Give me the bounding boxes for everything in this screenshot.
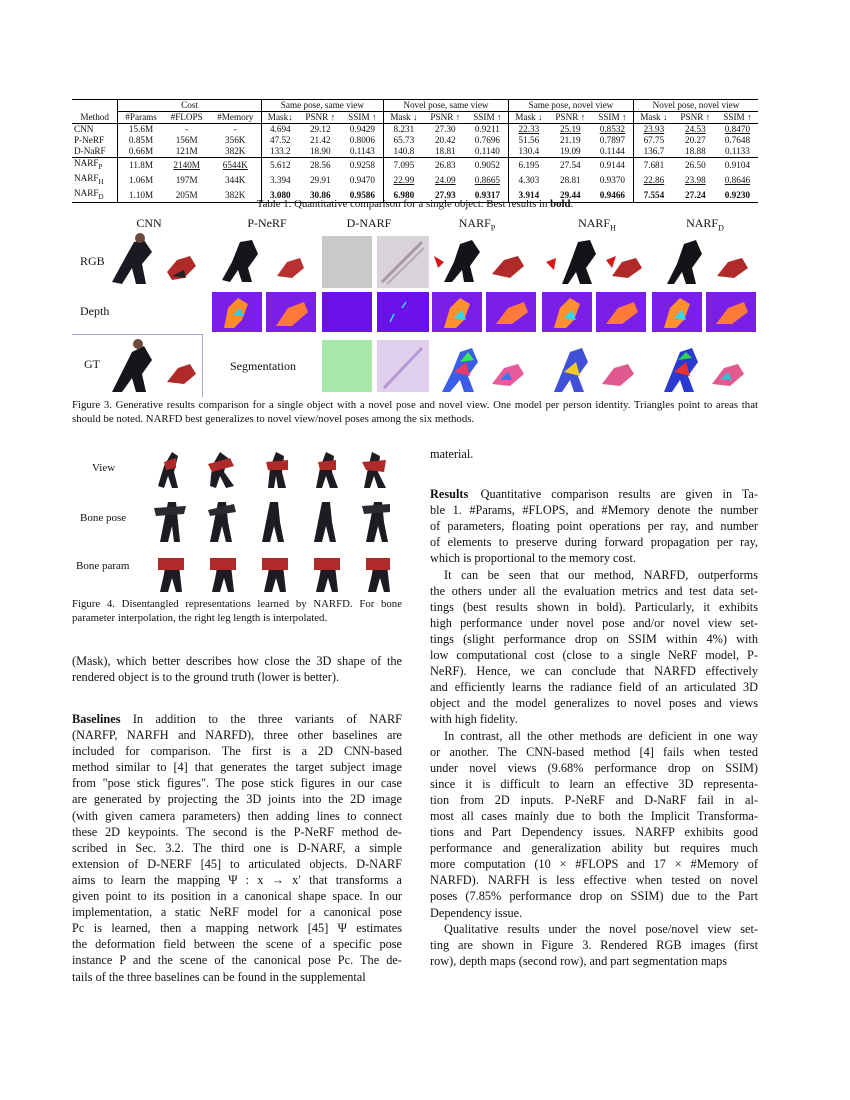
rgb-pnerf bbox=[222, 240, 304, 282]
table-cell: 30.86 bbox=[299, 188, 342, 203]
table-cell: 20.27 bbox=[684, 135, 706, 145]
table-cell: 0.9144 bbox=[592, 158, 634, 173]
text-line: more computation (10 × #FLOPS and 17 × #Memory of bbox=[430, 857, 758, 872]
seg-dnarf bbox=[322, 340, 429, 392]
table-cell: 0.7696 bbox=[474, 135, 500, 145]
table-caption bbox=[72, 197, 758, 211]
fig3-images bbox=[72, 212, 758, 397]
column-header: #Memory bbox=[210, 112, 262, 124]
column-header: #FLOPS bbox=[164, 112, 210, 124]
text-line: extension of D-NERF [45] to articulated objects. D-NARF bbox=[72, 856, 402, 871]
group-header-same-pose-same-view: Same pose, same view bbox=[261, 100, 383, 112]
text-line: tails of the three baselines can be found in the supplemental bbox=[72, 969, 366, 984]
group-header-same-pose-novel-view: Same pose, novel view bbox=[508, 100, 633, 112]
table-cell: 3.394 bbox=[261, 173, 298, 188]
rgb-cnn bbox=[112, 233, 196, 284]
table-cell: 344K bbox=[225, 174, 246, 185]
fig4-row-bone-param: Bone param bbox=[76, 560, 130, 572]
paragraph-heading: Results bbox=[430, 487, 481, 502]
table-cell: 7.681 bbox=[633, 158, 673, 173]
material-line: material. bbox=[430, 447, 474, 461]
table-cell: 23.98 bbox=[684, 174, 706, 185]
table-cell: 3.080 bbox=[261, 188, 298, 203]
left-mask-paragraph bbox=[72, 653, 402, 685]
mask-text: (Mask), which better describes how close the 3D shape of the rendered object is to the ground truth (lower is better). bbox=[72, 654, 402, 685]
depth-dnarf bbox=[322, 292, 429, 332]
table-cell: 0.9258 bbox=[342, 158, 384, 173]
table-cell: 23.93 bbox=[633, 124, 673, 136]
table-cell: 8.231 bbox=[383, 124, 423, 136]
fig3-col-narfp-sub: P bbox=[490, 223, 496, 233]
rgb-narfh bbox=[546, 240, 642, 284]
table-cell: 28.56 bbox=[299, 158, 342, 173]
table-cell: 15.6M bbox=[118, 124, 164, 136]
text-line: the others under all the evaluation metrics and test data set- bbox=[430, 583, 758, 598]
depth-narfh bbox=[542, 292, 646, 332]
table-cell: 382K bbox=[210, 188, 262, 203]
p2-lines bbox=[430, 567, 758, 728]
table-cell: 0.9052 bbox=[467, 158, 509, 173]
text-line: since it is difficult to learn an effective 3D representa- bbox=[430, 776, 758, 791]
table-caption-bold: bold bbox=[550, 198, 571, 210]
fig4-view-row bbox=[158, 452, 386, 488]
text-line: these 2D keypoints. The second is the P-NeRF method de- bbox=[72, 824, 402, 839]
text-line: tings (slight performance drop on SSIM within 4%) with bbox=[430, 631, 758, 646]
fig4-row-bone-pose: Bone pose bbox=[80, 512, 127, 524]
rgb-dnarf bbox=[322, 236, 429, 288]
p4-lines bbox=[430, 921, 758, 969]
table-cell: 0.9230 bbox=[717, 188, 758, 203]
text-line: Qualitative results under the novel pose/novel view set- bbox=[444, 921, 758, 936]
text-line: It can be seen that our method, NARFD, outperforms bbox=[444, 567, 758, 582]
column-header: Mask↓ bbox=[261, 112, 298, 124]
table-cell: 356K bbox=[225, 135, 246, 145]
text-line: Dependency issue. bbox=[430, 905, 523, 920]
column-header: Mask ↓ bbox=[383, 112, 423, 124]
gt-images bbox=[112, 339, 196, 392]
text-line: given point to its position in a canonical shape space. In our bbox=[72, 889, 402, 904]
table-cell: 0.7648 bbox=[724, 135, 751, 145]
table-cell: 121M bbox=[175, 146, 198, 156]
fig3-row-rgb: RGB bbox=[80, 254, 105, 268]
table-cell: 6.195 bbox=[508, 158, 548, 173]
text-line: under novel views (9.68% performance drop on SSIM) bbox=[430, 760, 758, 775]
table-cell: 1.06M bbox=[118, 173, 164, 188]
fig4-bone-pose-row bbox=[154, 502, 390, 542]
table-cell: 0.1143 bbox=[349, 146, 375, 156]
seg-narfp bbox=[442, 348, 524, 392]
table-cell: 197M bbox=[175, 174, 198, 185]
fig4-row-view: View bbox=[92, 462, 116, 474]
text-line: row), depth maps (second row), and part segmentation maps bbox=[430, 953, 728, 968]
fig4-images bbox=[150, 446, 390, 594]
table-cell: 0.9104 bbox=[717, 158, 758, 173]
table-cell: 4.694 bbox=[261, 124, 298, 136]
text-line: tion from 2D inputs. P-NeRF and D-NaRF fail in al- bbox=[430, 792, 758, 807]
table-cell: 29.12 bbox=[309, 124, 331, 134]
method-cell: CNN bbox=[74, 124, 94, 134]
table-cell: 24.53 bbox=[684, 124, 706, 134]
table-cell: 22.33 bbox=[508, 124, 548, 136]
table-cell: 0.9370 bbox=[599, 174, 626, 185]
column-header: PSNR ↑ bbox=[674, 112, 717, 124]
table-cell: 18.90 bbox=[309, 146, 331, 156]
table-cell: 0.9470 bbox=[349, 174, 375, 185]
column-header: Method bbox=[72, 112, 118, 124]
group-header-novel-pose-same-view: Novel pose, same view bbox=[383, 100, 508, 112]
text-line: with high fidelity. bbox=[430, 712, 518, 727]
table-cell: 5.612 bbox=[261, 158, 298, 173]
group-header-novel-pose-novel-view: Novel pose, novel view bbox=[633, 100, 758, 112]
text-line: Baselines In addition to the three variants of NARF bbox=[72, 712, 402, 726]
table-cell: 24.09 bbox=[434, 174, 456, 185]
text-line: high performance under novel pose and/or novel view set- bbox=[430, 615, 758, 630]
table-cell: 0.8532 bbox=[599, 124, 626, 134]
figure-3 bbox=[72, 212, 758, 397]
table-cell: 0.66M bbox=[118, 146, 164, 158]
text-line: which is proportional to the memory cost. bbox=[430, 551, 636, 566]
method-cell: $NARF_H$ bbox=[74, 172, 104, 186]
spacer bbox=[430, 462, 758, 486]
text-line: object and the model generalizes to novel poses and views bbox=[430, 696, 758, 711]
column-header: Mask ↓ bbox=[633, 112, 673, 124]
table-cell: 0.9429 bbox=[349, 124, 375, 134]
table-cell: 6544K bbox=[210, 158, 262, 173]
table-cell: - bbox=[233, 124, 237, 134]
text-line: low computational cost (close to a single NeRF model, P- bbox=[430, 648, 758, 663]
text-line: NARFD). NARFH is less effective when tested on novel bbox=[430, 873, 758, 888]
text-line: tings (best results shown in bold). Particularly, it exhibits bbox=[430, 599, 758, 614]
table-cell: 140.8 bbox=[383, 146, 423, 158]
table-cell: 133.2 bbox=[261, 146, 298, 158]
table-cell: 1.10M bbox=[118, 188, 164, 203]
table-cell: 0.8665 bbox=[474, 174, 500, 185]
p3-lines bbox=[430, 728, 758, 921]
table-row bbox=[72, 146, 758, 158]
rgb-narfp bbox=[434, 240, 524, 282]
table-row bbox=[72, 124, 758, 136]
text-line: method similar to [4] that generates the target subject image bbox=[72, 760, 402, 775]
table-caption-text: Quantitative comparison for a single object. Best results in bbox=[294, 198, 548, 210]
text-line: performance and generalization ability but requires much bbox=[430, 841, 758, 856]
table-cell: 26.83 bbox=[424, 158, 467, 173]
fig3-col-narfh-sub: H bbox=[610, 223, 616, 233]
table-cell: 4.303 bbox=[508, 173, 548, 188]
table-cell: 7.095 bbox=[383, 158, 423, 173]
text-line: implementation, a static NeRF model for a canonical pose bbox=[72, 905, 402, 920]
fig3-col-narfd-sub: D bbox=[718, 223, 724, 233]
table-cell: 29.91 bbox=[309, 174, 331, 185]
column-header: PSNR ↑ bbox=[424, 112, 467, 124]
fig3-col-dnarf: D-NARF bbox=[346, 216, 392, 230]
table-cell: 0.8470 bbox=[724, 124, 751, 134]
text-line: from "pose stick figures". The pose stick figures in our case bbox=[72, 776, 402, 791]
method-cell: D-NaRF bbox=[74, 146, 106, 156]
column-header: SSIM ↑ bbox=[342, 112, 384, 124]
table-cell: 205M bbox=[164, 188, 210, 203]
table-cell: 51.56 bbox=[508, 135, 548, 146]
fig3-col-narfh-text: NARF bbox=[578, 216, 611, 230]
seg-narfd bbox=[664, 348, 744, 392]
column-header: SSIM ↑ bbox=[717, 112, 758, 124]
figure-4-caption: Figure 4. Disentangled representations learned by NARFD. For bone parameter interpolation, the right leg length is interpolated. bbox=[72, 598, 402, 624]
text-line: most all cases mainly due to both the Implicit Transforma- bbox=[430, 808, 758, 823]
text-line: (with given camera parameters) then adding lines to connect bbox=[72, 808, 402, 823]
depth-narfp bbox=[432, 292, 536, 332]
method-cell: P-NeRF bbox=[74, 135, 105, 145]
table-cell: 26.50 bbox=[674, 158, 717, 173]
fig3-col-pnerf: P-NeRF bbox=[247, 216, 287, 230]
text-line: tions and Part Dependency issues. NARFP exhibits good bbox=[430, 825, 758, 840]
figure-3-caption: Figure 3. Generative results comparison for a single object with a novel pose and novel view. One model per person identity. Triangles point to areas that should be noted. NARFD best generalizes to novel view/novel poses among the six methods. bbox=[72, 399, 758, 425]
text-line: instance P and the scene of the canonical pose Pc. The de- bbox=[72, 953, 402, 968]
depth-pnerf bbox=[212, 292, 316, 332]
table-row bbox=[72, 135, 758, 146]
table-row bbox=[72, 158, 758, 173]
column-header: Mask ↓ bbox=[508, 112, 548, 124]
text-line: or another. The CNN-based method [4] fails when tested bbox=[430, 744, 758, 759]
table-cell: 29.44 bbox=[549, 188, 592, 203]
baselines-lines bbox=[72, 711, 402, 985]
text-line: NeRF). Hence, we can conclude that NARFD effectively bbox=[430, 664, 758, 679]
table-cell: 20.42 bbox=[434, 135, 456, 145]
table-row bbox=[72, 173, 758, 188]
table-cell: 7.554 bbox=[633, 188, 673, 203]
text-line: included for comparison. The first is a 2D CNN-based bbox=[72, 744, 402, 759]
column-header: PSNR ↑ bbox=[549, 112, 592, 124]
fig3-row-gt: GT bbox=[84, 357, 100, 371]
column-header: PSNR ↑ bbox=[299, 112, 342, 124]
table-cell: 27.30 bbox=[434, 124, 456, 134]
table-cell: 22.86 bbox=[633, 173, 673, 188]
table-cell: 0.85M bbox=[118, 135, 164, 146]
fig3-row-depth: Depth bbox=[80, 304, 110, 318]
table-cell: 0.9211 bbox=[474, 124, 500, 134]
table-cell: 0.9317 bbox=[467, 188, 509, 203]
method-cell: $NARF_P$ bbox=[72, 158, 118, 173]
table-cell: 65.73 bbox=[383, 135, 423, 146]
fig3-col-narfd-text: NARF bbox=[686, 216, 719, 230]
table-cell: 19.09 bbox=[559, 146, 581, 156]
table-cell: 156M bbox=[175, 135, 198, 145]
text-line: ble 1. #Params, #FLOPS, and #Memory denote the number bbox=[430, 503, 758, 518]
text-line: poses (7.85% performance drop on SSIM) due to the Part bbox=[430, 889, 758, 904]
table-cell: 18.88 bbox=[684, 146, 706, 156]
table-cell: 27.93 bbox=[424, 188, 467, 203]
column-header: SSIM ↑ bbox=[467, 112, 509, 124]
table-cell: - bbox=[185, 124, 189, 134]
results-lines bbox=[430, 486, 758, 566]
fig3-segmentation-label: Segmentation bbox=[230, 359, 296, 373]
column-header-row bbox=[72, 112, 758, 124]
text-line: scribed in Sec. 3.2. The third one is D-NARF, a simple bbox=[72, 840, 402, 855]
table-cell: 0.1144 bbox=[599, 146, 625, 156]
text-line: of parameters, floating point operations per ray, and number bbox=[430, 519, 758, 534]
text-line: (NARFP, NARFH and NARFD), three other baselines are bbox=[72, 728, 402, 743]
column-header: #Params bbox=[118, 112, 164, 124]
table-caption-end: . bbox=[570, 198, 574, 210]
seg-narfh bbox=[554, 348, 634, 392]
table-caption-prefix: Table 1. bbox=[256, 198, 292, 210]
table-cell: 382K bbox=[225, 146, 246, 156]
table-cell: 136.7 bbox=[633, 146, 673, 158]
table-cell: 67.75 bbox=[633, 135, 673, 146]
fig3-col-narfp-text: NARF bbox=[458, 216, 491, 230]
table-cell: 130.4 bbox=[508, 146, 548, 158]
group-header-cost: Cost bbox=[118, 100, 261, 112]
table-cell: 27.24 bbox=[674, 188, 717, 203]
method-cell: $NARF_D$ bbox=[72, 188, 118, 203]
text-line: of elements to preserve during forward propagation per ray, bbox=[430, 535, 758, 550]
table-cell: 0.8006 bbox=[349, 135, 375, 145]
table-cell: 11.8M bbox=[118, 158, 164, 173]
text-line: are generated by projecting the 3D joints into the 2D image bbox=[72, 792, 402, 807]
text-line: Results Quantitative comparison results are given in Ta- bbox=[430, 487, 758, 502]
table-cell: 47.52 bbox=[261, 135, 298, 146]
table-cell: 0.9466 bbox=[592, 188, 634, 203]
depth-narfd bbox=[652, 292, 756, 332]
table-cell: 21.19 bbox=[559, 135, 581, 145]
fig3-col-cnn: CNN bbox=[136, 216, 162, 230]
text-line: and efficiently learns the radiance field of an articulated 3D bbox=[430, 680, 758, 695]
table-cell: 3.914 bbox=[508, 188, 548, 203]
table-cell: 22.99 bbox=[383, 173, 423, 188]
baselines-paragraph bbox=[72, 711, 402, 985]
rgb-narfd bbox=[667, 240, 748, 284]
table-cell: 0.9586 bbox=[342, 188, 384, 203]
table-cell: 0.1133 bbox=[724, 146, 750, 156]
text-line: ting are shown in Figure 3. Rendered RGB images (first bbox=[430, 937, 758, 952]
column-header: SSIM ↑ bbox=[592, 112, 634, 124]
table-cell: 0.1140 bbox=[474, 146, 500, 156]
table-cell: 28.81 bbox=[559, 174, 581, 185]
table-cell: 6.980 bbox=[383, 188, 423, 203]
text-line: In contrast, all the other methods are deficient in one way bbox=[444, 728, 758, 743]
figure-4 bbox=[72, 446, 402, 594]
table-cell: 27.54 bbox=[549, 158, 592, 173]
right-column bbox=[430, 446, 758, 969]
text-line: the deformation field between the scene of a specific pose bbox=[72, 937, 402, 952]
table-cell: 0.7897 bbox=[599, 135, 626, 145]
text-line: Pc is learned, then a mapping network [45] Ψ estimates bbox=[72, 921, 402, 936]
table-cell: 0.8646 bbox=[724, 174, 751, 185]
results-table bbox=[72, 99, 758, 203]
table-cell: 25.19 bbox=[559, 124, 581, 134]
paragraph-heading: Baselines bbox=[72, 712, 133, 726]
fig4-bone-param-row bbox=[158, 558, 390, 592]
table-cell: 18.81 bbox=[434, 146, 456, 156]
text-line: aims to learn the mapping Ψ : x → x′ that transforms a bbox=[72, 872, 402, 887]
table-corner bbox=[72, 100, 118, 112]
table-cell: 2140M bbox=[164, 158, 210, 173]
table-cell: 21.42 bbox=[309, 135, 331, 145]
